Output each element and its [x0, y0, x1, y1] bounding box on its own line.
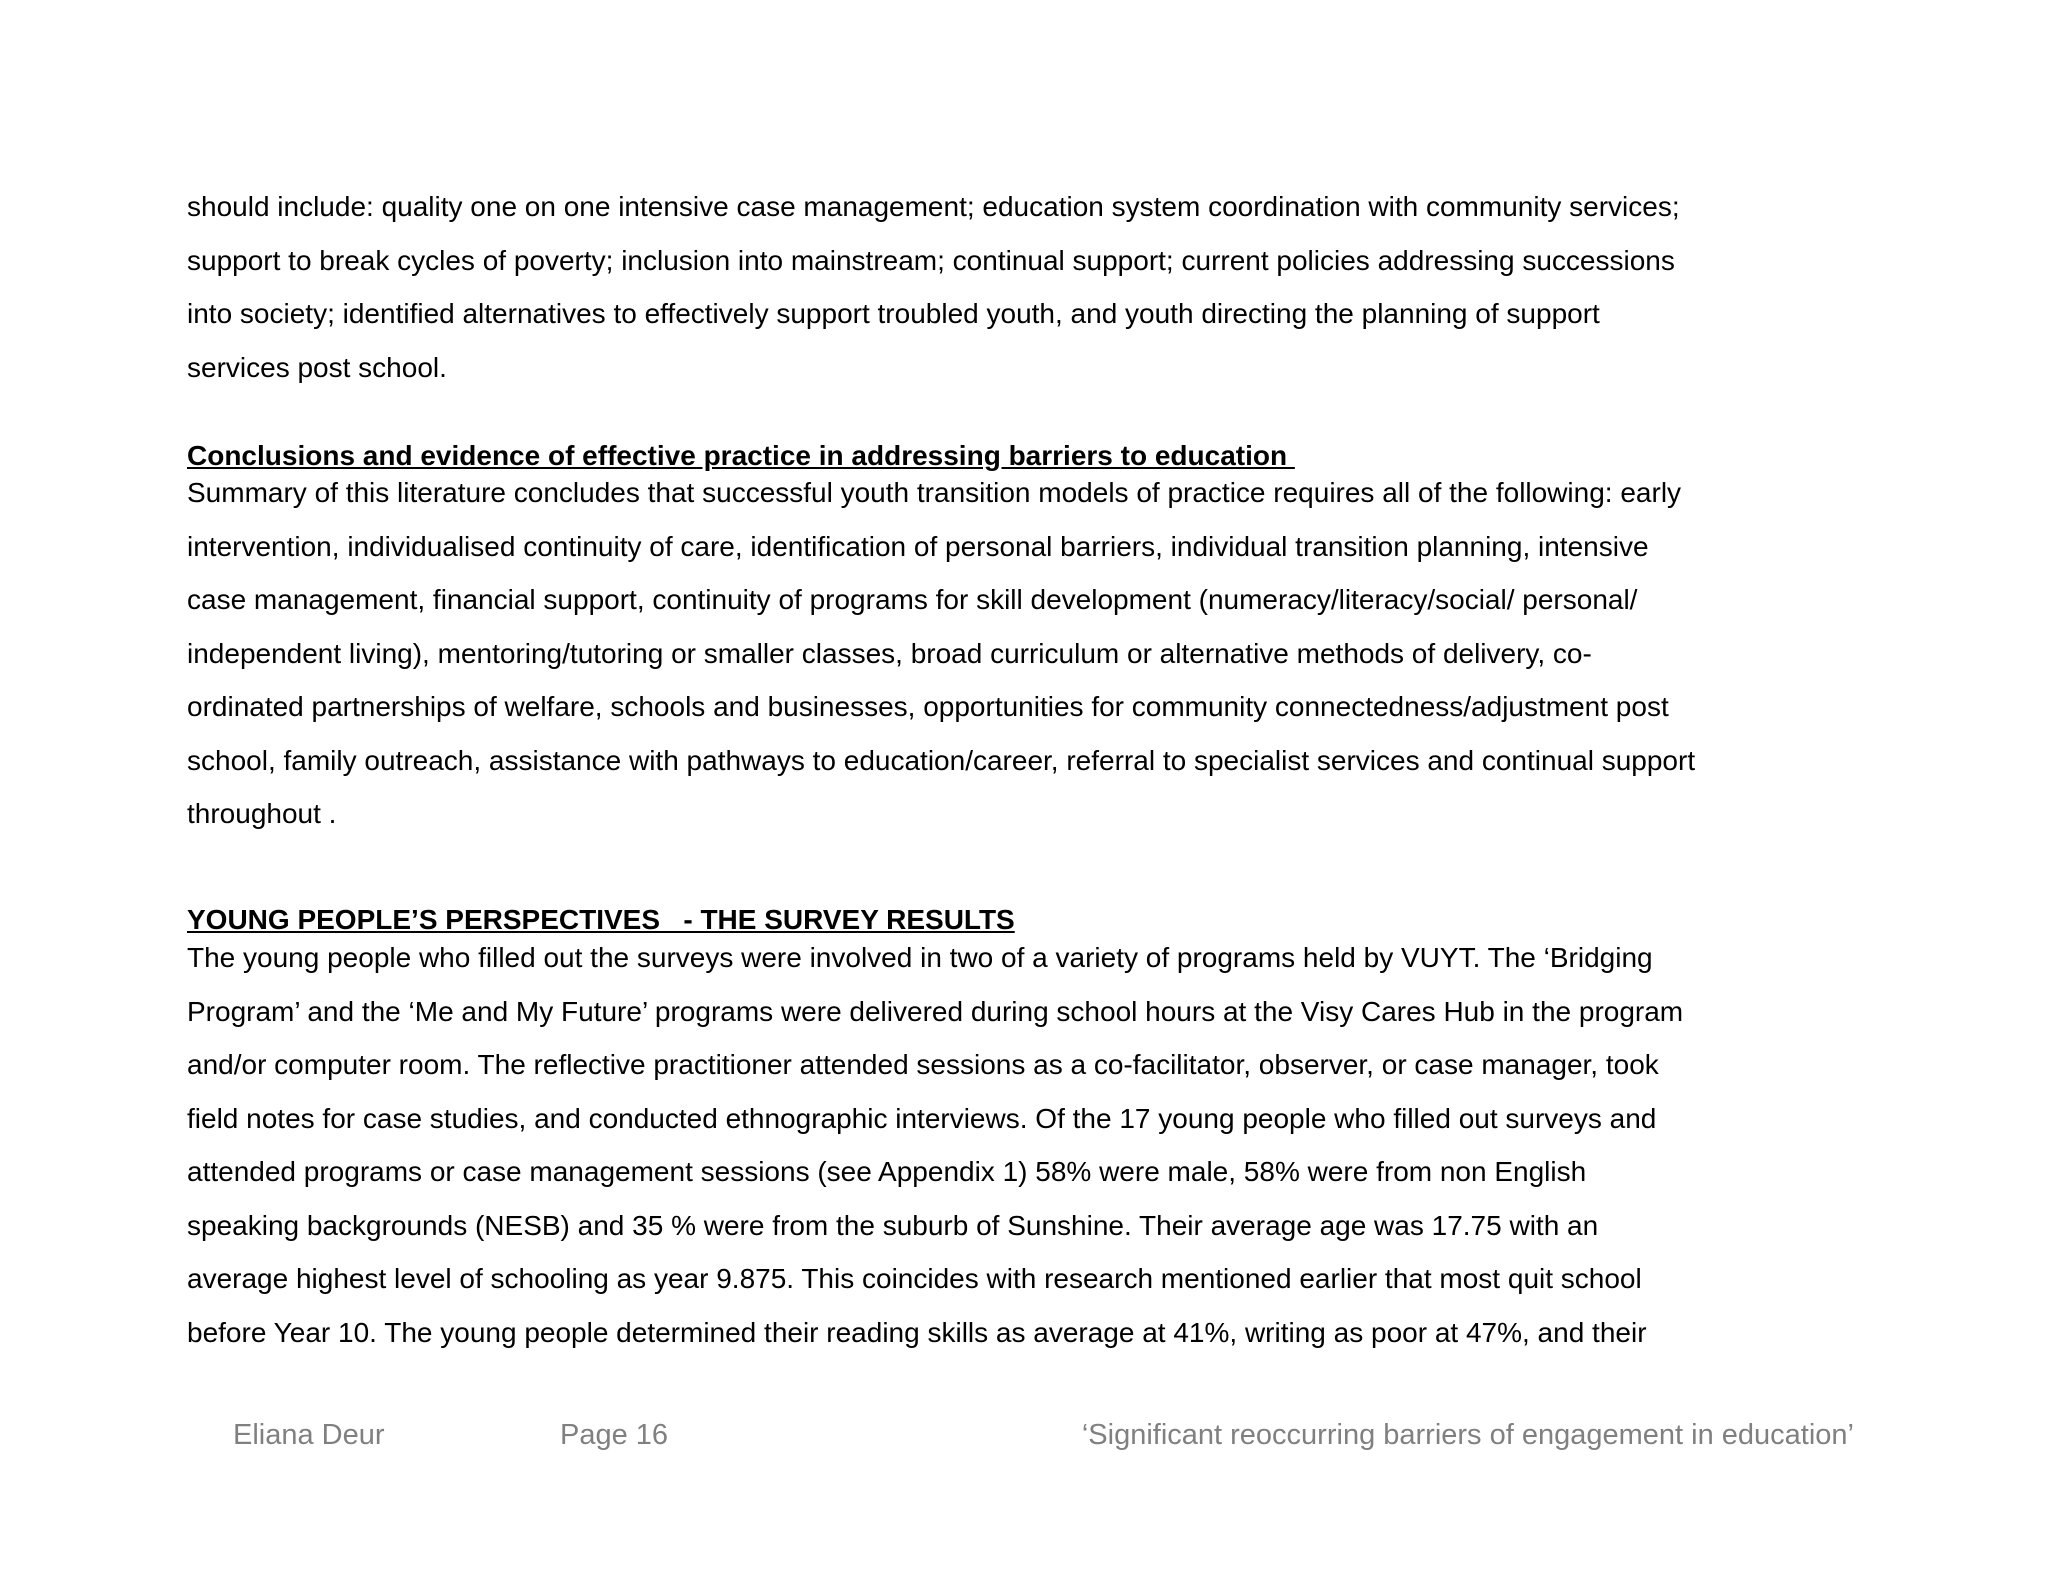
- paragraph-line: independent living), mentoring/tutoring or smaller classes, broad curriculum or alternative methods of delivery, co-: [187, 637, 1592, 669]
- paragraph-line: intervention, individualised continuity of care, identification of personal barriers, individual transition planning, intensive: [187, 530, 1649, 562]
- paragraph-line: The young people who filled out the surveys were involved in two of a variety of programs held by VUYT. The ‘Bridging: [187, 942, 1653, 973]
- section-heading-conclusions: Conclusions and evidence of effective practice in addressing barriers to education: [187, 440, 1295, 471]
- paragraph-line: support to break cycles of poverty; inclusion into mainstream; continual support; current policies addressing successions: [187, 244, 1675, 276]
- paragraph-line: into society; identified alternatives to effectively support troubled youth, and youth directing the planning of support: [187, 298, 1600, 329]
- paragraph-conclusions: [187, 466, 1877, 841]
- paragraph-line: before Year 10. The young people determined their reading skills as average at 41%, writing as poor at 47%, and their: [187, 1316, 1647, 1348]
- paragraph-line: field notes for case studies, and conducted ethnographic interviews. Of the 17 young people who filled out surveys and: [187, 1102, 1657, 1134]
- paragraph-line: should include: quality one on one intensive case management; education system coordination with community services;: [187, 191, 1680, 222]
- paragraph-line: Program’ and the ‘Me and My Future’ programs were delivered during school hours at the Visy Cares Hub in the program: [187, 995, 1684, 1027]
- paragraph-line: attended programs or case management sessions (see Appendix 1) 58% were male, 58% were from non English: [187, 1156, 1587, 1187]
- footer-page-number: Page 16: [560, 1419, 669, 1451]
- paragraph-services: [187, 180, 1877, 394]
- paragraph-line: ordinated partnerships of welfare, schools and businesses, opportunities for community connectedness/adjustment post: [187, 691, 1669, 722]
- footer-document-title: ‘Significant reoccurring barriers of engagement in education’: [1081, 1419, 1854, 1451]
- paragraph-line: school, family outreach, assistance with pathways to education/career, referral to specialist services and continual support: [187, 744, 1696, 776]
- paragraph-line: average highest level of schooling as year 9.875. This coincides with research mentioned earlier that most quit school: [187, 1263, 1642, 1294]
- paragraph-line: throughout .: [187, 798, 337, 829]
- footer-author: Eliana Deur: [233, 1419, 385, 1451]
- paragraph-line: Summary of this literature concludes that successful youth transition models of practice requires all of the following: early: [187, 477, 1682, 508]
- section-heading-survey-results: YOUNG PEOPLE’S PERSPECTIVES - THE SURVEY RESULTS: [187, 904, 1015, 935]
- paragraph-line: case management, financial support, continuity of programs for skill development (numeracy/literacy/social/ personal/: [187, 584, 1638, 615]
- paragraph-line: services post school.: [187, 351, 447, 383]
- paragraph-line: speaking backgrounds (NESB) and 35 % were from the suburb of Sunshine. Their average age was 17.75 with an: [187, 1209, 1599, 1241]
- paragraph-line: and/or computer room. The reflective practitioner attended sessions as a co-facilitator, observer, or case manager, took: [187, 1049, 1659, 1080]
- paragraph-survey-results: [187, 931, 1877, 1359]
